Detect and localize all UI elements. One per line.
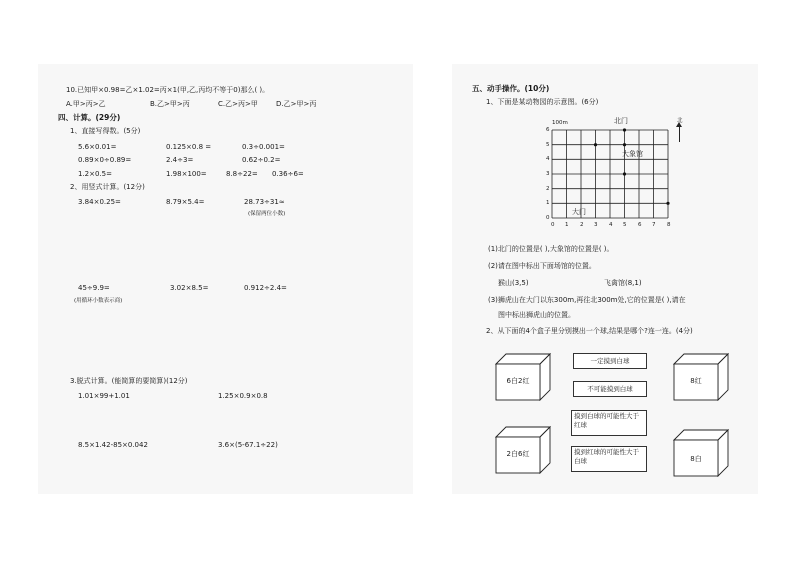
q2-title: 2、从下面的4个盒子里分别摸出一个球,结果是哪个?连一连。(4分) <box>486 327 693 335</box>
box-3-label: 2白6红 <box>506 450 530 458</box>
monkey-hill: 猴山(3,5) <box>498 279 529 287</box>
s1-item: 5.6×0.01= <box>78 143 117 151</box>
s1-item: 0.3÷0.001= <box>242 143 285 151</box>
x-tick: 2 <box>580 222 584 228</box>
x-tick: 6 <box>638 222 642 228</box>
s3-item: 1.01×99+1.01 <box>78 392 130 400</box>
map-point <box>594 143 597 146</box>
section-4-title: 四、计算。(29分) <box>58 113 121 122</box>
q10-option-d: D.乙>甲>丙 <box>276 100 317 108</box>
x-tick: 5 <box>623 222 627 228</box>
map-gate-label: 大门 <box>572 208 586 216</box>
box-2-label: 8红 <box>690 377 702 385</box>
s2-title: 2、用竖式计算。(12分) <box>70 183 145 191</box>
box-1-label: 6白2红 <box>506 377 530 385</box>
s2-note-round: (保留两位小数) <box>248 211 286 217</box>
x-tick: 0 <box>551 222 555 228</box>
zoo-map <box>540 116 686 230</box>
map-point <box>666 202 669 205</box>
outcome-3[interactable]: 摸到白球的可能性大于红球 <box>571 410 647 436</box>
s1-item: 0.62÷0.2= <box>242 156 281 164</box>
s2-item: 3.02×8.5= <box>170 284 209 292</box>
s1-item: 0.89×0÷0.89= <box>78 156 132 164</box>
q1-title: 1、下面是某动物园的示意图。(6分) <box>486 98 599 106</box>
y-tick: 1 <box>546 200 550 206</box>
outcome-1[interactable]: 一定摸到白球 <box>573 353 647 369</box>
box-4-label: 8白 <box>690 455 702 463</box>
y-tick: 6 <box>546 127 550 133</box>
s3-item: 1.25×0.9×0.8 <box>218 392 268 400</box>
q10-option-b: B.乙>甲>丙 <box>150 100 190 108</box>
q1-part3a: (3)狮虎山在大门以东300m,再往北300m处,它的位置是( ),请在 <box>488 296 686 304</box>
s2-item: 28.73÷31≈ <box>244 198 285 206</box>
outcome-2[interactable]: 不可能摸到白球 <box>573 381 647 397</box>
s3-item: 8.5×1.42-85×0.042 <box>78 441 148 449</box>
north-label: 北 <box>677 118 683 124</box>
s2-item: 3.84×0.25= <box>78 198 121 206</box>
s1-title: 1、直接写得数。(5分) <box>70 127 141 135</box>
s1-item: 2.4÷3= <box>166 156 194 164</box>
s2-item: 45÷9.9= <box>78 284 110 292</box>
s2-item: 0.912÷2.4= <box>244 284 287 292</box>
q10-option-c: C.乙>丙>甲 <box>218 100 258 108</box>
q10-option-a: A.甲>丙>乙 <box>66 100 106 108</box>
s1-item: 8.8÷22= <box>226 170 258 178</box>
s1-item: 1.98×100= <box>166 170 207 178</box>
map-scale: 100m <box>552 120 568 126</box>
q1-part2: (2)请在图中标出下面场馆的位置。 <box>488 262 596 270</box>
bird-house: 飞禽馆(8,1) <box>604 279 642 287</box>
elephant-point <box>623 143 626 146</box>
y-tick: 3 <box>546 171 550 177</box>
s2-item: 8.79×5.4= <box>166 198 205 206</box>
s2-note-repeating: (用循环小数表示商) <box>74 298 123 304</box>
q1-part1: (1)北门的位置是( ),大象馆的位置是( )。 <box>488 245 614 253</box>
x-tick: 3 <box>594 222 598 228</box>
question-10: 10.已知甲×0.98=乙×1.02=丙×1(甲,乙,丙均不等于0)那么( )。 <box>66 86 270 94</box>
map-north-gate-label: 北门 <box>614 117 628 125</box>
north-gate-point <box>623 128 626 131</box>
outcome-4[interactable]: 摸到红球的可能性大于白球 <box>571 446 647 472</box>
north-arrowhead-icon <box>676 122 682 127</box>
y-tick: 2 <box>546 186 550 192</box>
s3-title: 3.脱式计算。(能简算的要简算)(12分) <box>70 377 188 385</box>
s3-item: 3.6×(5-67.1÷22) <box>218 441 278 449</box>
q1-part3b: 图中标出狮虎山的位置。 <box>498 311 575 319</box>
s1-item: 0.125×0.8 = <box>166 143 212 151</box>
map-elephant-label: 大象馆 <box>622 150 643 158</box>
y-tick: 0 <box>546 215 550 221</box>
s1-item: 0.36÷6= <box>272 170 304 178</box>
x-tick: 7 <box>652 222 656 228</box>
box-4 <box>672 428 730 478</box>
x-tick: 4 <box>609 222 613 228</box>
y-tick: 4 <box>546 156 550 162</box>
section-5-title: 五、动手操作。(10分) <box>472 84 550 93</box>
x-tick: 8 <box>667 222 671 228</box>
x-tick: 1 <box>565 222 569 228</box>
y-tick: 5 <box>546 142 550 148</box>
map-point <box>623 172 626 175</box>
s1-item: 1.2×0.5= <box>78 170 112 178</box>
